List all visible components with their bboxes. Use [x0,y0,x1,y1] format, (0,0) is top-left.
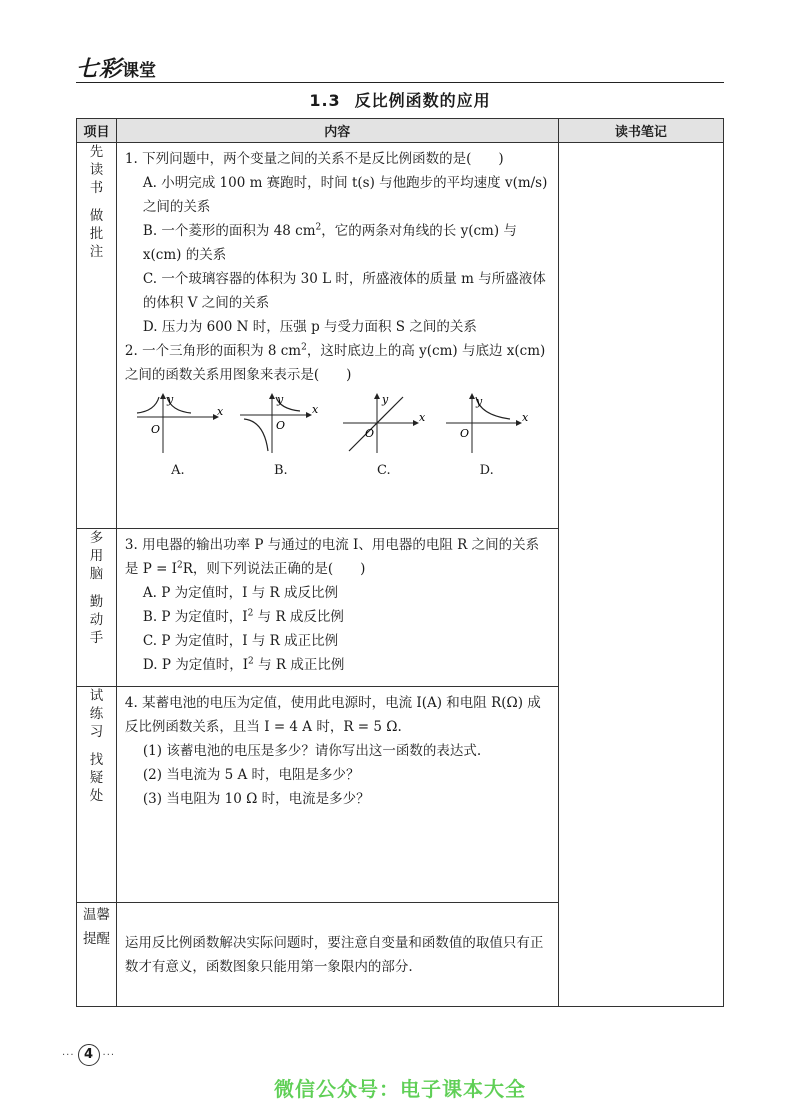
page-number: 4 [78,1044,100,1066]
text: B. 一个菱形的面积为 48 cm [142,223,316,239]
superscript: 2 [248,656,254,667]
label-text: 温馨 [82,907,110,923]
section-label [77,903,117,1007]
label-char: 脑 [89,566,104,582]
graph-d-figure [442,393,532,455]
text: D. P 为定值时，I [142,657,249,673]
section-content [116,143,558,529]
superscript: 2 [177,560,183,571]
text: R，则下列说法正确的是( ) [182,561,366,577]
text: 3. 用电器的输出功率 P 与通过的电流 I、用电器的电阻 R 之间的关系是 P = I [124,537,540,577]
question-3-stem [125,533,550,581]
label-char: 批 [89,226,104,242]
question-3-option-a: A. P 为定值时，I 与 R 成反比例 [142,585,338,601]
question-1-option-a: A. 小明完成 100 m 赛跑时，时间 t(s) 与他跑步的平均速度 v(m/s) 之间的关系 [142,175,548,215]
tip-text: 运用反比例函数解决实际问题时，要注意自变量和函数值的取值只有正数才有意义，函数图象只能用第一象限内的部分. [124,934,544,975]
origin-label: O [459,427,469,440]
origin-label: O [275,419,285,432]
brand-logo [76,52,156,83]
question-4-part-3: (3) 当电阻为 10 Ω 时，电流是多少？ [142,791,370,807]
section-content [116,687,558,903]
label-char: 用 [89,548,104,564]
question-4-part-2: (2) 当电流为 5 A 时，电阻是多少？ [142,767,360,783]
axis-y-label: y [475,395,482,408]
section-content [116,903,558,1007]
axis-x-label: x [311,403,319,416]
superscript: 2 [315,222,322,233]
decor-dots: ··· [62,1049,75,1061]
superscript: 2 [247,608,254,619]
table-header-row [77,119,724,143]
label-char: 读 [89,162,104,178]
question-4-part-1: (1) 该蓄电池的电压是多少？请你写出这一函数的表达式. [142,743,482,759]
label-char: 手 [89,630,104,646]
question-3-option-b [125,605,550,629]
section-number: 1.3 [309,91,341,110]
text: ，它的两条对角线的长 y(cm) 与 x(cm) 的关系 [142,223,517,263]
question-4-stem: 4. 某蓄电池的电压为定值，使用此电源时，电流 I(A) 和电阻 R(Ω) 成反比例函数关系，且当 I = 4 A 时，R = 5 Ω. [124,695,541,735]
watermark: 微信公众号：电子课本大全 [274,1077,526,1101]
label-char: 书 [89,180,104,196]
text: 2. 一个三角形的面积为 8 cm [124,343,302,359]
axis-y-label: y [381,393,388,406]
label-char: 注 [89,244,104,260]
notes-column [558,143,723,1007]
header-content: 内容 [116,119,558,143]
label-char: 找 [89,752,104,768]
text: 与 R 成反比例 [253,609,344,625]
label-text: 提醒 [82,931,110,947]
label-char: 动 [89,612,104,628]
header-rule [76,82,724,83]
graph-a-figure [133,393,223,455]
question-1-option-b [125,219,550,267]
axis-y-label: y [276,393,284,406]
section-label [77,143,117,529]
question-1-stem: 1. 下列问题中，两个变量之间的关系不是反比例函数的是( ) [124,151,504,167]
label-char: 习 [89,724,104,740]
question-2-stem [125,339,550,387]
label-gap [81,741,112,751]
label-char: 试 [89,688,104,704]
label-char: 处 [89,788,104,804]
axis-x-label: x [418,411,425,424]
graph-b-label: B. [274,463,288,478]
page-number-badge [62,1044,115,1066]
superscript: 2 [301,342,307,353]
label-gap [81,197,112,207]
graph-option-d [442,393,532,483]
table-row [77,143,724,529]
label-char: 练 [89,706,104,722]
text: 与 R 成正比例 [253,657,345,673]
label-gap [81,583,112,593]
axis-x-label: x [216,405,223,418]
header-item: 项目 [77,119,117,143]
graph-c-label: C. [376,463,391,478]
section-label [77,529,117,687]
question-3-option-d [125,653,550,677]
study-table [76,118,724,1007]
label-char: 勤 [89,594,104,610]
graph-options [125,387,550,483]
text: B. P 为定值时，I [142,609,248,625]
label-char: 多 [89,530,104,546]
graph-b-figure [236,393,326,455]
section-label [77,687,117,903]
question-3-option-c: C. P 为定值时，I 与 R 成正比例 [142,633,339,649]
origin-label: O [150,423,160,436]
section-content [116,529,558,687]
graph-option-c [339,393,429,483]
label-char: 疑 [89,770,104,786]
axis-x-label: x [521,411,528,424]
graph-option-b [236,393,326,483]
axis-y-label: y [166,393,174,406]
label-char: 先 [89,144,104,160]
header-notes: 读书笔记 [558,119,723,143]
graph-option-a [133,393,223,483]
page-title [0,88,800,111]
question-1-option-c: C. 一个玻璃容器的体积为 30 L 时，所盛液体的质量 m 与所盛液体的体积 V 之间的关系 [142,271,546,311]
graph-c-figure [339,393,429,455]
origin-label: O [364,427,374,440]
graph-a-label: A. [171,463,185,478]
question-1-option-d: D. 压力为 600 N 时，压强 p 与受力面积 S 之间的关系 [142,319,477,335]
brand-script: 七彩 [76,57,123,82]
section-title: 反比例函数的应用 [354,91,491,110]
decor-dots: ··· [102,1049,116,1061]
text: ，这时底边上的高 y(cm) 与底边 x(cm) 之间的函数关系用图象来表示是( ) [124,343,546,383]
graph-d-label: D. [479,463,494,478]
brand-text: 课堂 [122,61,157,81]
label-char: 做 [89,208,104,224]
